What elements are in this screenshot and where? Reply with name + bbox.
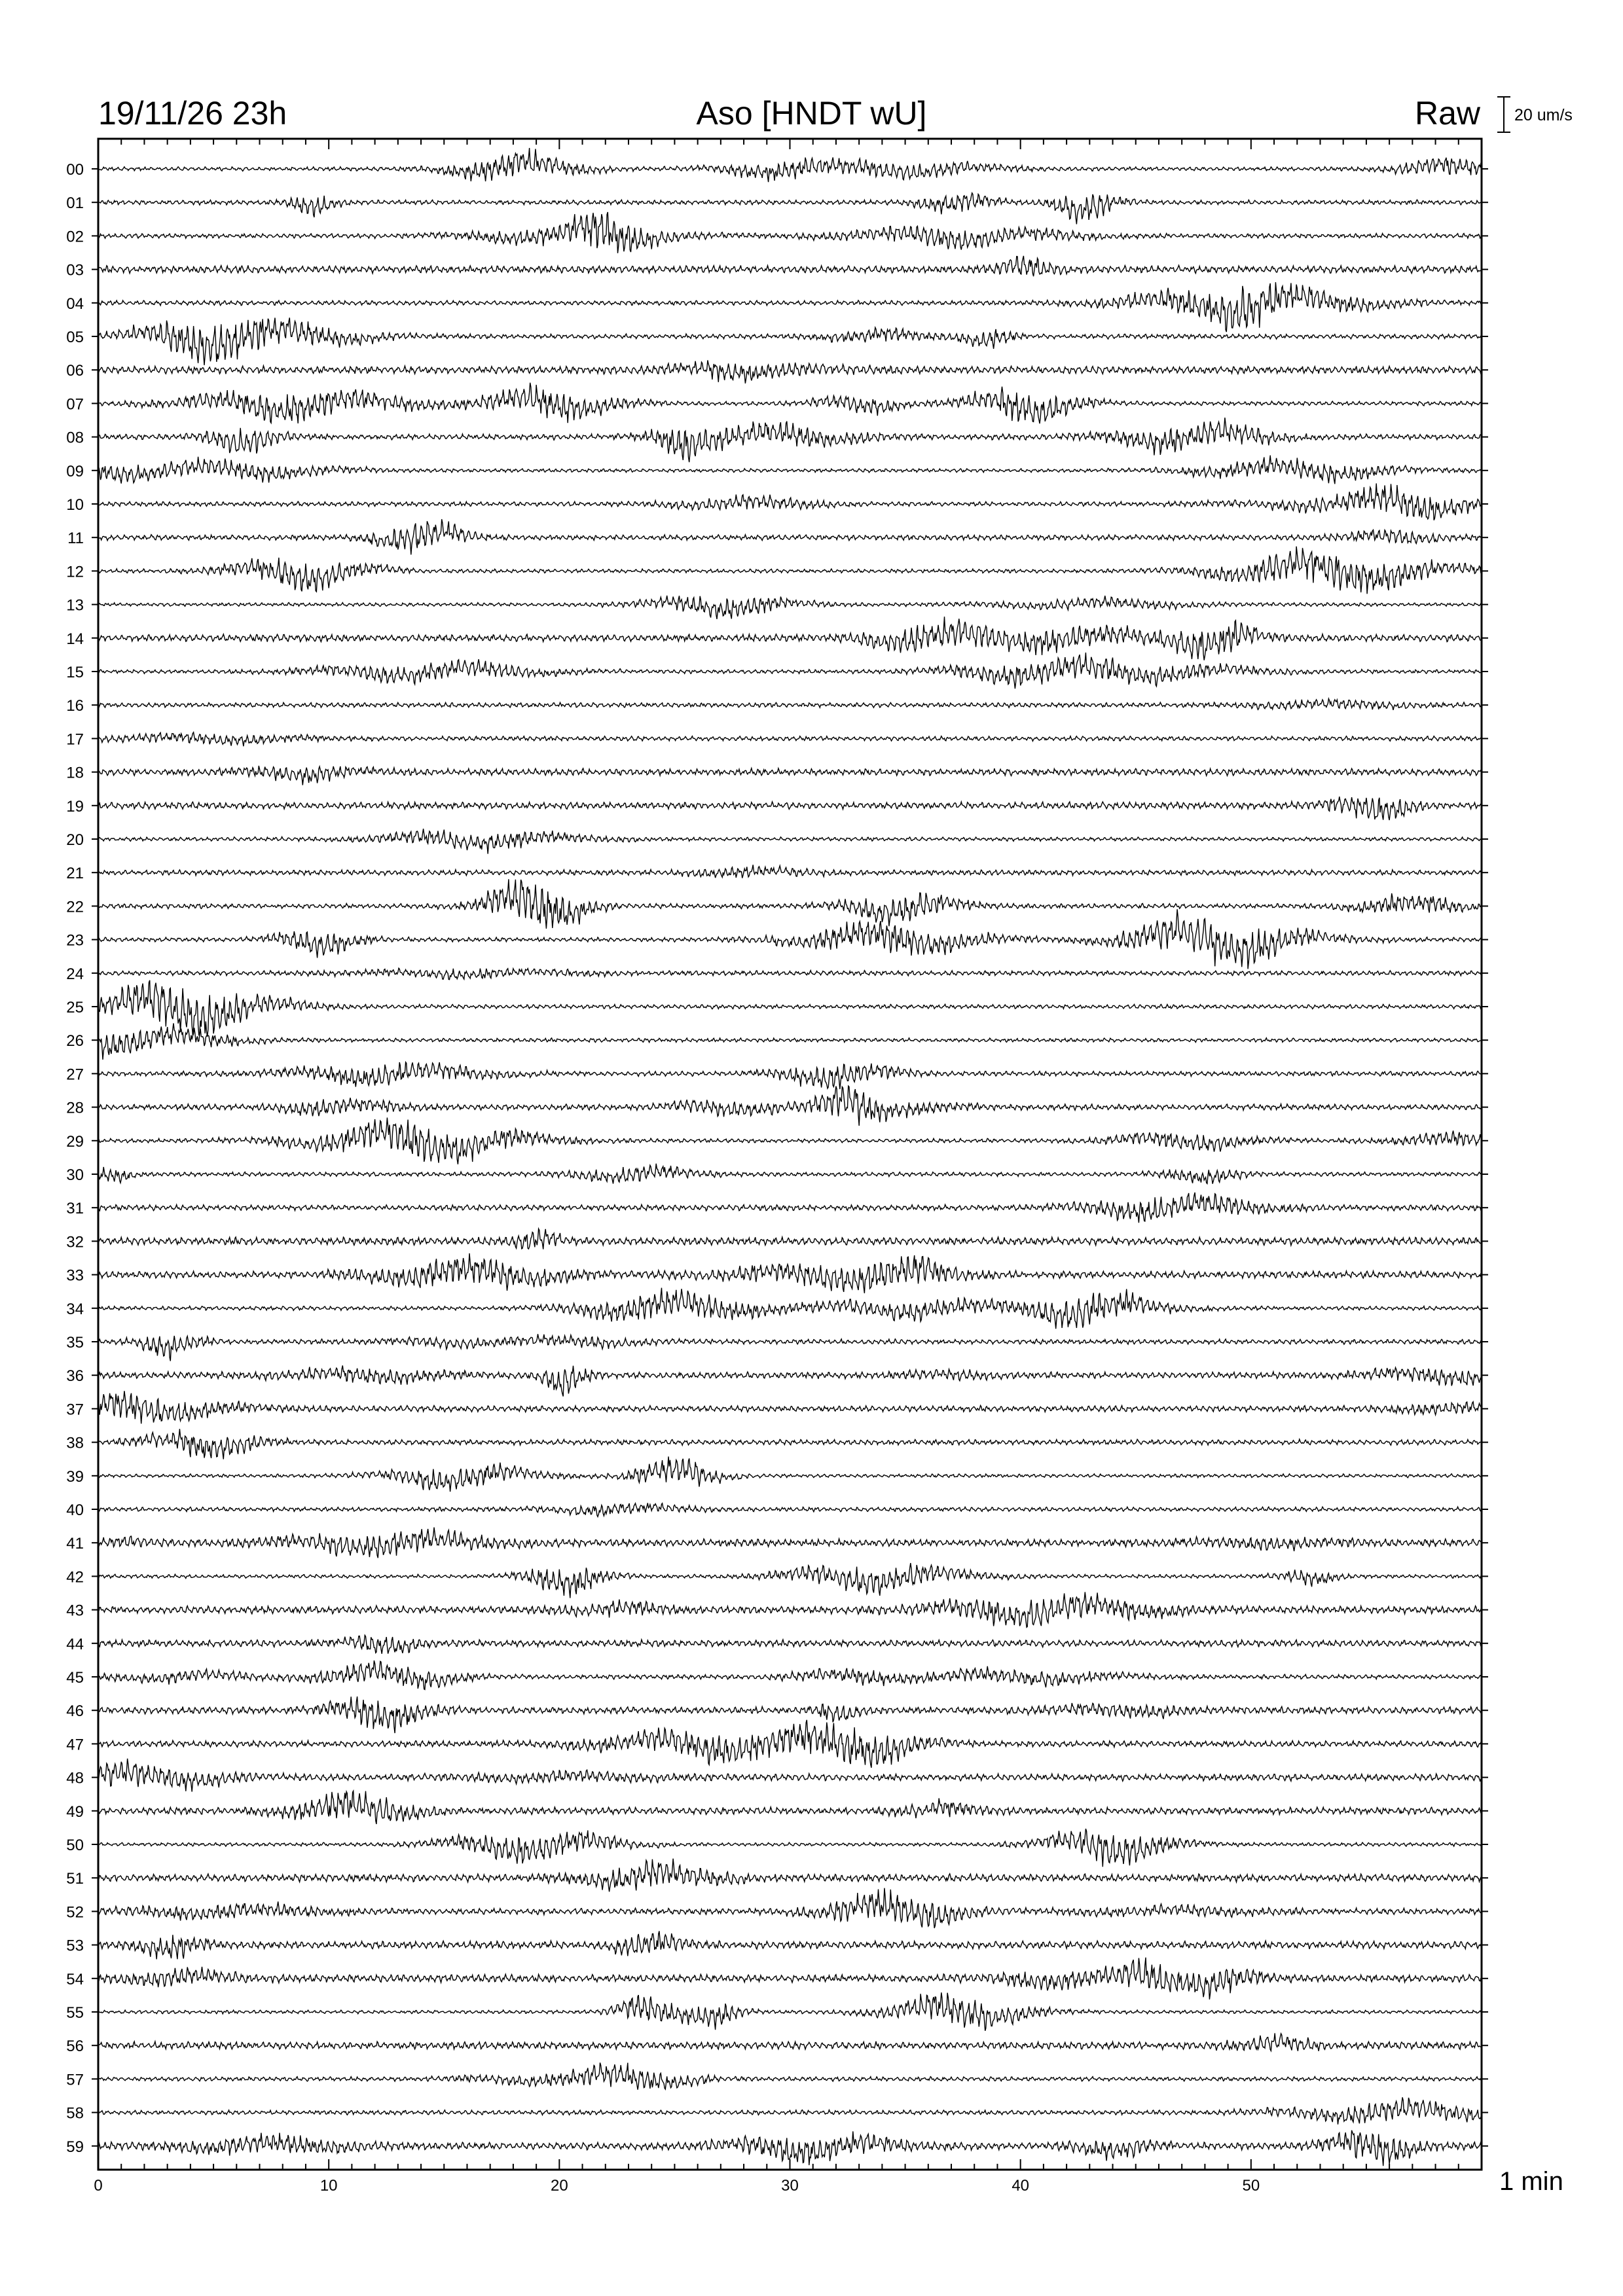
trace-label-03: 03 <box>66 261 84 279</box>
trace-label-59: 59 <box>66 2138 84 2156</box>
trace-label-37: 37 <box>66 1401 84 1419</box>
trace-label-14: 14 <box>66 630 84 648</box>
trace-label-08: 08 <box>66 429 84 447</box>
trace-layer <box>98 148 1482 2166</box>
x-tick-label-50: 50 <box>1242 2177 1260 2195</box>
trace-label-26: 26 <box>66 1032 84 1050</box>
trace-07 <box>98 383 1482 423</box>
trace-label-48: 48 <box>66 1769 84 1787</box>
trace-48 <box>98 1759 1482 1792</box>
trace-label-19: 19 <box>66 797 84 816</box>
trace-18 <box>98 766 1482 785</box>
trace-41 <box>98 1528 1482 1558</box>
trace-34 <box>98 1288 1482 1329</box>
trace-30 <box>98 1164 1482 1184</box>
trace-13 <box>98 596 1482 619</box>
trace-label-36: 36 <box>66 1367 84 1386</box>
trace-05 <box>98 317 1482 365</box>
trace-label-43: 43 <box>66 1602 84 1620</box>
trace-29 <box>98 1118 1482 1164</box>
amplitude-scale-label: 20 um/s <box>1514 106 1573 124</box>
trace-label-40: 40 <box>66 1501 84 1519</box>
trace-label-27: 27 <box>66 1066 84 1084</box>
trace-55 <box>98 1992 1482 2031</box>
trace-label-31: 31 <box>66 1200 84 1218</box>
trace-label-22: 22 <box>66 898 84 916</box>
trace-54 <box>98 1958 1482 2000</box>
trace-06 <box>98 360 1482 383</box>
trace-52 <box>98 1888 1482 1928</box>
trace-16 <box>98 698 1482 710</box>
x-tick-label-10: 10 <box>319 2177 338 2195</box>
trace-47 <box>98 1720 1482 1768</box>
x-tick-label-0: 0 <box>94 2177 103 2195</box>
datetime-label: 19/11/26 23h <box>98 95 287 132</box>
trace-58 <box>98 2097 1482 2124</box>
trace-label-47: 47 <box>66 1736 84 1754</box>
x-tick-label-20: 20 <box>550 2177 568 2195</box>
trace-label-24: 24 <box>66 965 84 983</box>
trace-11 <box>98 519 1482 554</box>
x-tick-label-40: 40 <box>1012 2177 1030 2195</box>
trace-15 <box>98 653 1482 689</box>
trace-45 <box>98 1660 1482 1689</box>
trace-49 <box>98 1791 1482 1824</box>
trace-label-21: 21 <box>66 865 84 883</box>
trace-53 <box>98 1931 1482 1959</box>
trace-14 <box>98 617 1482 660</box>
trace-label-38: 38 <box>66 1434 84 1452</box>
trace-50 <box>98 1829 1482 1867</box>
trace-44 <box>98 1635 1482 1653</box>
trace-01 <box>98 193 1482 224</box>
trace-label-00: 00 <box>66 161 84 179</box>
trace-42 <box>98 1563 1482 1598</box>
trace-57 <box>98 2063 1482 2090</box>
amplitude-scale-bar <box>1497 97 1510 132</box>
trace-04 <box>98 282 1482 332</box>
trace-00 <box>98 148 1482 182</box>
trace-43 <box>98 1592 1482 1628</box>
trace-label-25: 25 <box>66 999 84 1016</box>
trace-38 <box>98 1429 1482 1459</box>
trace-label-07: 07 <box>66 395 84 414</box>
trace-label-30: 30 <box>66 1166 84 1184</box>
trace-label-06: 06 <box>66 362 84 380</box>
trace-27 <box>98 1062 1482 1089</box>
trace-label-20: 20 <box>66 831 84 849</box>
trace-label-01: 01 <box>66 194 84 213</box>
trace-08 <box>98 418 1482 462</box>
trace-label-02: 02 <box>66 228 84 246</box>
trace-51 <box>98 1859 1482 1892</box>
trace-label-05: 05 <box>66 329 84 346</box>
trace-label-13: 13 <box>66 596 84 615</box>
trace-label-52: 52 <box>66 1903 84 1922</box>
trace-28 <box>98 1086 1482 1126</box>
trace-label-11: 11 <box>67 529 84 548</box>
trace-22 <box>98 879 1482 929</box>
trace-33 <box>98 1253 1482 1293</box>
trace-label-42: 42 <box>66 1568 84 1587</box>
trace-label-33: 33 <box>66 1266 84 1285</box>
trace-09 <box>98 456 1482 484</box>
trace-label-41: 41 <box>66 1535 84 1553</box>
trace-40 <box>98 1503 1482 1516</box>
trace-label-49: 49 <box>66 1803 84 1821</box>
trace-26 <box>98 1023 1482 1060</box>
trace-02 <box>98 212 1482 253</box>
trace-label-53: 53 <box>66 1937 84 1955</box>
trace-label-28: 28 <box>66 1099 84 1117</box>
trace-label-56: 56 <box>66 2037 84 2056</box>
trace-24 <box>98 968 1482 980</box>
trace-label-23: 23 <box>66 931 84 950</box>
trace-31 <box>98 1193 1482 1223</box>
x-axis-unit-label: 1 min <box>1499 2167 1563 2196</box>
trace-label-55: 55 <box>66 2004 84 2022</box>
trace-23 <box>98 909 1482 969</box>
trace-label-57: 57 <box>66 2071 84 2089</box>
plot-frame <box>98 139 1482 2170</box>
trace-label-32: 32 <box>66 1233 84 1251</box>
trace-56 <box>98 2033 1482 2051</box>
trace-32 <box>98 1229 1482 1249</box>
trace-25 <box>98 980 1482 1037</box>
tick-layer <box>92 139 1488 2170</box>
trace-03 <box>98 256 1482 276</box>
trace-label-58: 58 <box>66 2104 84 2123</box>
trace-label-18: 18 <box>66 764 84 782</box>
trace-label-29: 29 <box>66 1132 84 1151</box>
station-title: Aso [HNDT wU] <box>696 95 927 132</box>
trace-label-46: 46 <box>66 1702 84 1721</box>
mode-label: Raw <box>1414 95 1480 132</box>
trace-label-34: 34 <box>66 1300 84 1318</box>
trace-10 <box>98 484 1482 520</box>
trace-17 <box>98 732 1482 746</box>
trace-label-44: 44 <box>66 1635 84 1653</box>
trace-label-45: 45 <box>66 1669 84 1687</box>
trace-36 <box>98 1365 1482 1396</box>
trace-label-15: 15 <box>66 664 84 681</box>
trace-label-04: 04 <box>66 295 84 313</box>
trace-37 <box>98 1391 1482 1424</box>
trace-20 <box>98 829 1482 853</box>
trace-label-10: 10 <box>66 496 84 514</box>
trace-46 <box>98 1696 1482 1733</box>
trace-35 <box>98 1334 1482 1361</box>
trace-label-39: 39 <box>66 1467 84 1486</box>
trace-label-16: 16 <box>66 697 84 715</box>
trace-19 <box>98 797 1482 820</box>
trace-label-54: 54 <box>66 1970 84 1988</box>
trace-label-35: 35 <box>66 1334 84 1352</box>
trace-12 <box>98 547 1482 594</box>
trace-label-17: 17 <box>66 730 84 749</box>
trace-label-09: 09 <box>66 462 84 480</box>
trace-21 <box>98 865 1482 878</box>
trace-39 <box>98 1456 1482 1492</box>
trace-label-12: 12 <box>66 563 84 581</box>
trace-label-50: 50 <box>66 1837 84 1854</box>
x-tick-label-30: 30 <box>781 2177 799 2195</box>
trace-label-51: 51 <box>66 1870 84 1888</box>
